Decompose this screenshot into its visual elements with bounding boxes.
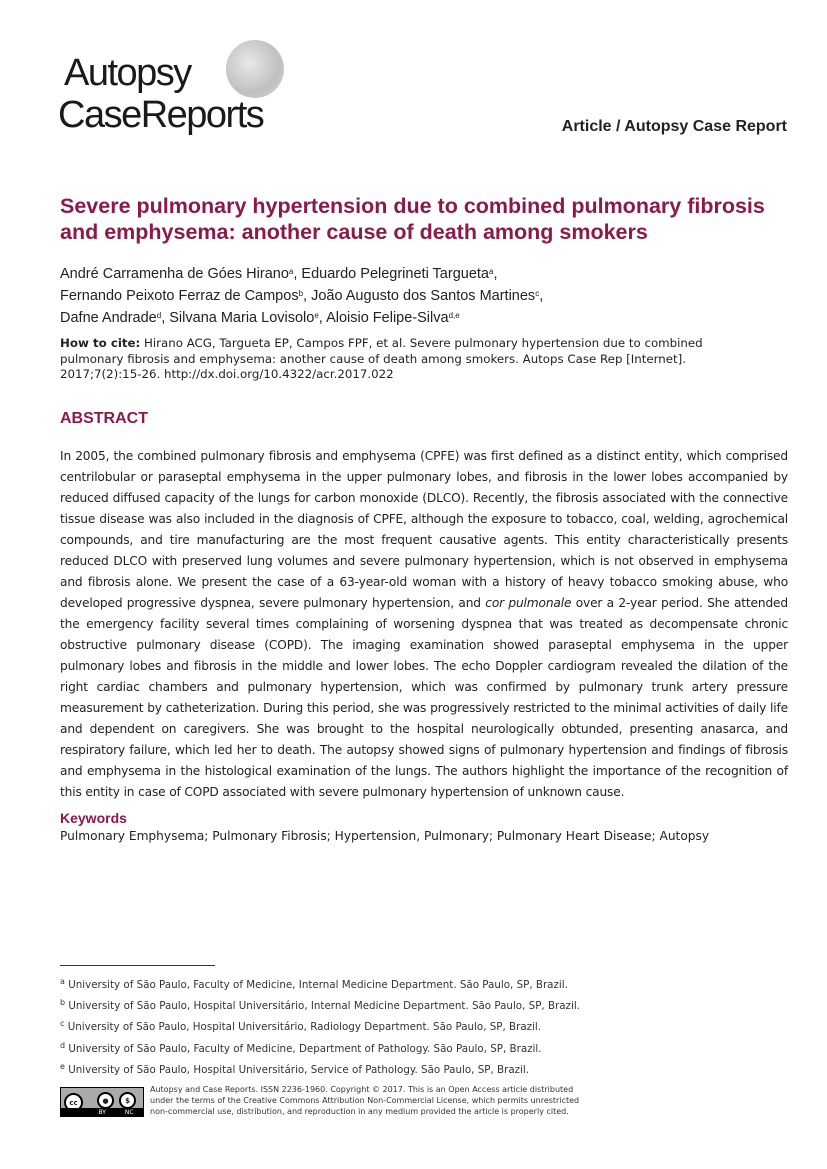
footnote xyxy=(60,973,580,994)
footnote-mark: e xyxy=(60,1061,65,1071)
footnote xyxy=(60,1037,580,1058)
article-type: Article / Autopsy Case Report xyxy=(561,118,787,135)
separator: , xyxy=(293,266,302,282)
footnote xyxy=(60,994,580,1015)
abstract-heading: ABSTRACT xyxy=(60,410,148,427)
cite-label: How to cite: xyxy=(60,336,141,350)
author: Dafne Andrade xyxy=(60,310,157,326)
cc-by-nc-badge-icon[interactable] xyxy=(60,1087,144,1117)
separator: , xyxy=(539,288,544,304)
author: Aloisio Felipe-Silva xyxy=(326,310,449,326)
affiliation-mark: a xyxy=(488,267,494,276)
badge-nc: NC xyxy=(124,1108,134,1116)
affiliation-mark: a xyxy=(288,267,294,276)
footnote-text: University of São Paulo, Faculty of Medicine, Internal Medicine Department. São Paulo, SP, Brazil. xyxy=(68,979,568,991)
how-to-cite xyxy=(60,336,760,383)
footnote-divider xyxy=(60,965,215,966)
separator: , xyxy=(303,288,312,304)
separator: , xyxy=(161,310,170,326)
license-line: Autopsy and Case Reports. ISSN 2236-1960. Copyright © 2017. This is an Open Access article distributed xyxy=(150,1085,574,1094)
author: André Carramenha de Góes Hirano xyxy=(60,266,289,282)
license-line: under the terms of the Creative Commons Attribution Non-Commercial License, which permits unrestricted xyxy=(150,1096,580,1105)
logo-line2: CaseReports xyxy=(58,94,264,136)
footnote-mark: d xyxy=(60,1040,66,1050)
separator: , xyxy=(493,266,498,282)
article-title: Severe pulmonary hypertension due to combined pulmonary fibrosis and emphysema: another cause of death among smokers xyxy=(60,194,765,244)
footnote-mark: a xyxy=(60,977,65,986)
abstract-italic-term: cor pulmonale xyxy=(485,596,572,610)
attribution-icon: ● xyxy=(97,1092,114,1109)
license-block xyxy=(60,1084,580,1120)
affiliations xyxy=(60,973,580,1079)
separator: , xyxy=(318,310,327,326)
author: Eduardo Pelegrineti Targueta xyxy=(301,266,489,282)
footnote-mark: c xyxy=(60,1019,65,1029)
badge-band xyxy=(61,1108,143,1116)
abstract-part: over a 2-year period. She attended the emergency facility several times complaining of worsening dyspnea that was treated as decompensate chronic obstructive pulmonary disease (COPD). The imaging examination showed paraseptal emphysema in the upper pulmonary lobes and fibrosis in the middle and lower lobes. The echo Doppler cardiogram revealed the dilation of the right cardiac chambers and pulmonary hypertension, which was confirmed by pulmonary trunk artery pressure measurement by catheterization. During this period, she was progressively restricted to the minimal activities of daily life and dependent on caregivers. She was brought to the hospital neurologically obtunded, presenting anasarca, and respiratory failure, which led her to death. The autopsy showed signs of pulmonary hypertension and findings of fibrosis and emphysema in the histological examination of the lungs. The authors highlight the importance of the recognition of this entity in case of COPD associated with severe pulmonary hypertension of unknown cause. xyxy=(60,596,788,799)
keywords-heading: Keywords xyxy=(60,810,127,826)
keywords-text: Pulmonary Emphysema; Pulmonary Fibrosis; Hypertension, Pulmonary; Pulmonary Heart Disease; Autopsy xyxy=(60,829,710,843)
license-line: non-commercial use, distribution, and reproduction in any medium provided the article is properly cited. xyxy=(150,1107,569,1116)
footnote-text: University of São Paulo, Faculty of Medicine, Department of Pathology. São Paulo, SP, Brazil. xyxy=(68,1042,542,1055)
affiliation-mark: b xyxy=(298,289,304,298)
footnote-text: University of São Paulo, Hospital Universitário, Service of Pathology. São Paulo, SP, Brazil. xyxy=(68,1063,530,1076)
footnote-text: University of São Paulo, Hospital Universitário, Radiology Department. São Paulo, SP, Brazil. xyxy=(67,1021,542,1034)
cite-text: Hirano ACG, Targueta EP, Campos FPF, et al. Severe pulmonary hypertension due to combined pulmonary fibrosis and emphysema: another cause of death among smokers. Autops Case Rep [Internet]. 2017;7(2):15-26. http://dx.doi.org/10.4322/acr.2017.022 xyxy=(60,336,703,381)
logo-emblem-icon xyxy=(226,40,284,98)
affiliation-mark: d xyxy=(156,311,162,320)
abstract-text xyxy=(60,446,788,803)
abstract-part: In 2005, the combined pulmonary fibrosis and emphysema (CPFE) was first defined as a distinct entity, which comprised centrilobular or paraseptal emphysema in the upper pulmonary lobes, and fibrosis in the lower lobes accompanied by reduced diffused capacity of the lungs for carbon monoxide (DLCO). Recently, the fibrosis associated with the connective tissue disease was also included in the diagnosis of CPFE, although the exposure to tobacco, coal, welding, agrochemical compounds, and tire manufacturing are the most frequent causative agents. This entity characteristically presents reduced DLCO with preserved lung volumes and severe pulmonary hypertension, which is not observed in emphysema and fibrosis alone. We present the case of a 63-year-old woman with a history of heavy tobacco smoking abuse, who developed progressive dyspnea, severe pulmonary hypertension, and xyxy=(60,449,788,610)
badge-by: BY xyxy=(98,1108,106,1116)
author-list xyxy=(60,262,800,328)
footnote xyxy=(60,1058,580,1079)
non-commercial-icon: $ xyxy=(119,1092,136,1109)
logo-line1: Autopsy xyxy=(64,52,191,94)
affiliation-mark: e xyxy=(314,311,319,320)
footnote xyxy=(60,1015,580,1036)
license-text xyxy=(150,1084,579,1117)
cc-icon: cc xyxy=(64,1093,83,1112)
author: João Augusto dos Santos Martines xyxy=(311,288,536,304)
author: Silvana Maria Lovisolo xyxy=(169,310,315,326)
affiliation-mark: c xyxy=(535,289,540,298)
author: Fernando Peixoto Ferraz de Campos xyxy=(60,288,299,304)
affiliation-mark: d,e xyxy=(448,311,460,320)
footnote-mark: b xyxy=(60,998,66,1008)
journal-logo xyxy=(58,38,288,148)
footnote-text: University of São Paulo, Hospital Universitário, Internal Medicine Department. São Paulo, SP, Brazil. xyxy=(68,1000,580,1013)
